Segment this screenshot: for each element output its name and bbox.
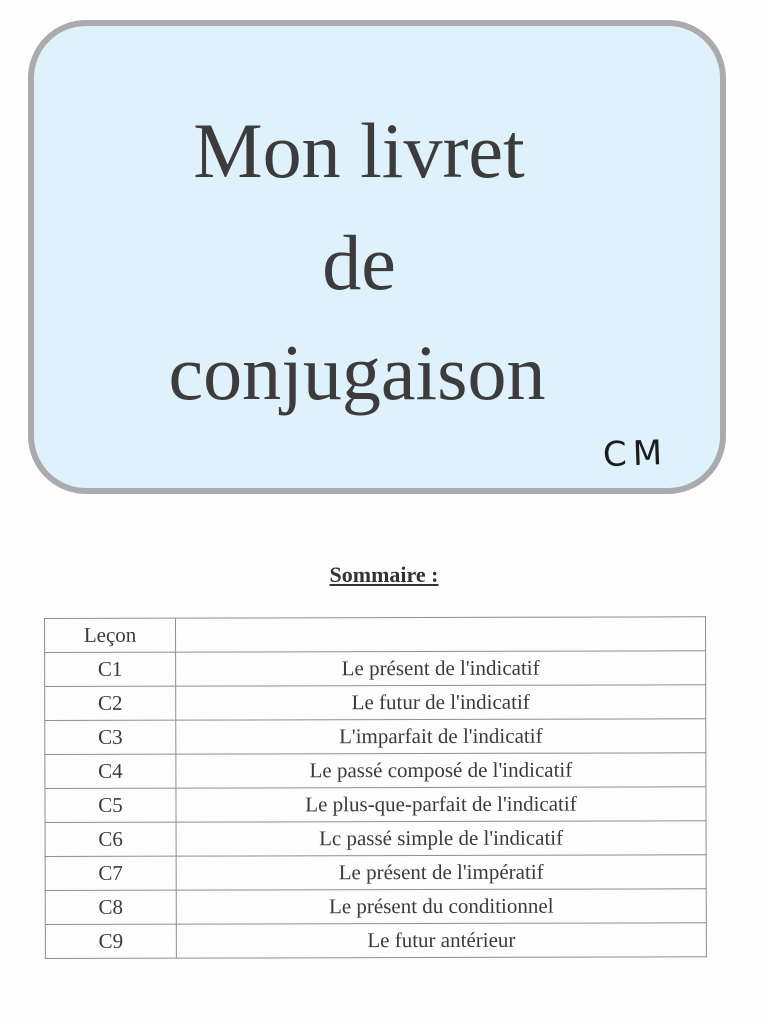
lesson-code: C9 (45, 924, 176, 958)
lesson-code: C3 (45, 720, 176, 754)
table-row (45, 651, 706, 687)
lesson-code: C5 (45, 788, 176, 822)
cover-title-line-1: Mon livret (193, 107, 525, 194)
cover-title-line-3: conjugaison (168, 329, 546, 416)
lesson-code: C1 (45, 652, 176, 686)
handwritten-level-note: CM (602, 432, 669, 476)
table-row (45, 719, 706, 755)
lesson-title: Lc passé simple de l'indicatif (176, 821, 706, 856)
table-row (45, 685, 706, 721)
header-lesson: Leçon (45, 618, 176, 652)
lesson-title: Le présent de l'indicatif (176, 651, 706, 686)
table-row (45, 821, 706, 857)
table-row (45, 923, 706, 959)
lesson-title: Le futur antérieur (176, 923, 706, 958)
summary-heading: Sommaire : (329, 562, 439, 587)
table-row (45, 787, 706, 823)
lesson-title: Le passé composé de l'indicatif (176, 753, 706, 788)
header-title (176, 617, 706, 652)
lesson-code: C2 (45, 686, 176, 720)
lesson-title: Le plus-que-parfait de l'indicatif (176, 787, 706, 822)
lesson-code: C8 (45, 890, 176, 924)
table-row (45, 889, 706, 925)
lesson-title: Le futur de l'indicatif (176, 685, 706, 720)
lesson-code: C6 (45, 822, 176, 856)
table-row (45, 753, 706, 789)
lesson-title: L'imparfait de l'indicatif (176, 719, 706, 754)
lesson-title: Le présent de l'impératif (176, 855, 706, 890)
summary-table (44, 616, 707, 959)
cover-title-box (28, 20, 726, 494)
lesson-code: C7 (45, 856, 176, 890)
lesson-code: C4 (45, 754, 176, 788)
table-header-row (45, 617, 706, 653)
cover-title-line-2: de (322, 219, 396, 306)
lesson-title: Le présent du conditionnel (176, 889, 706, 924)
table-row (45, 855, 706, 891)
